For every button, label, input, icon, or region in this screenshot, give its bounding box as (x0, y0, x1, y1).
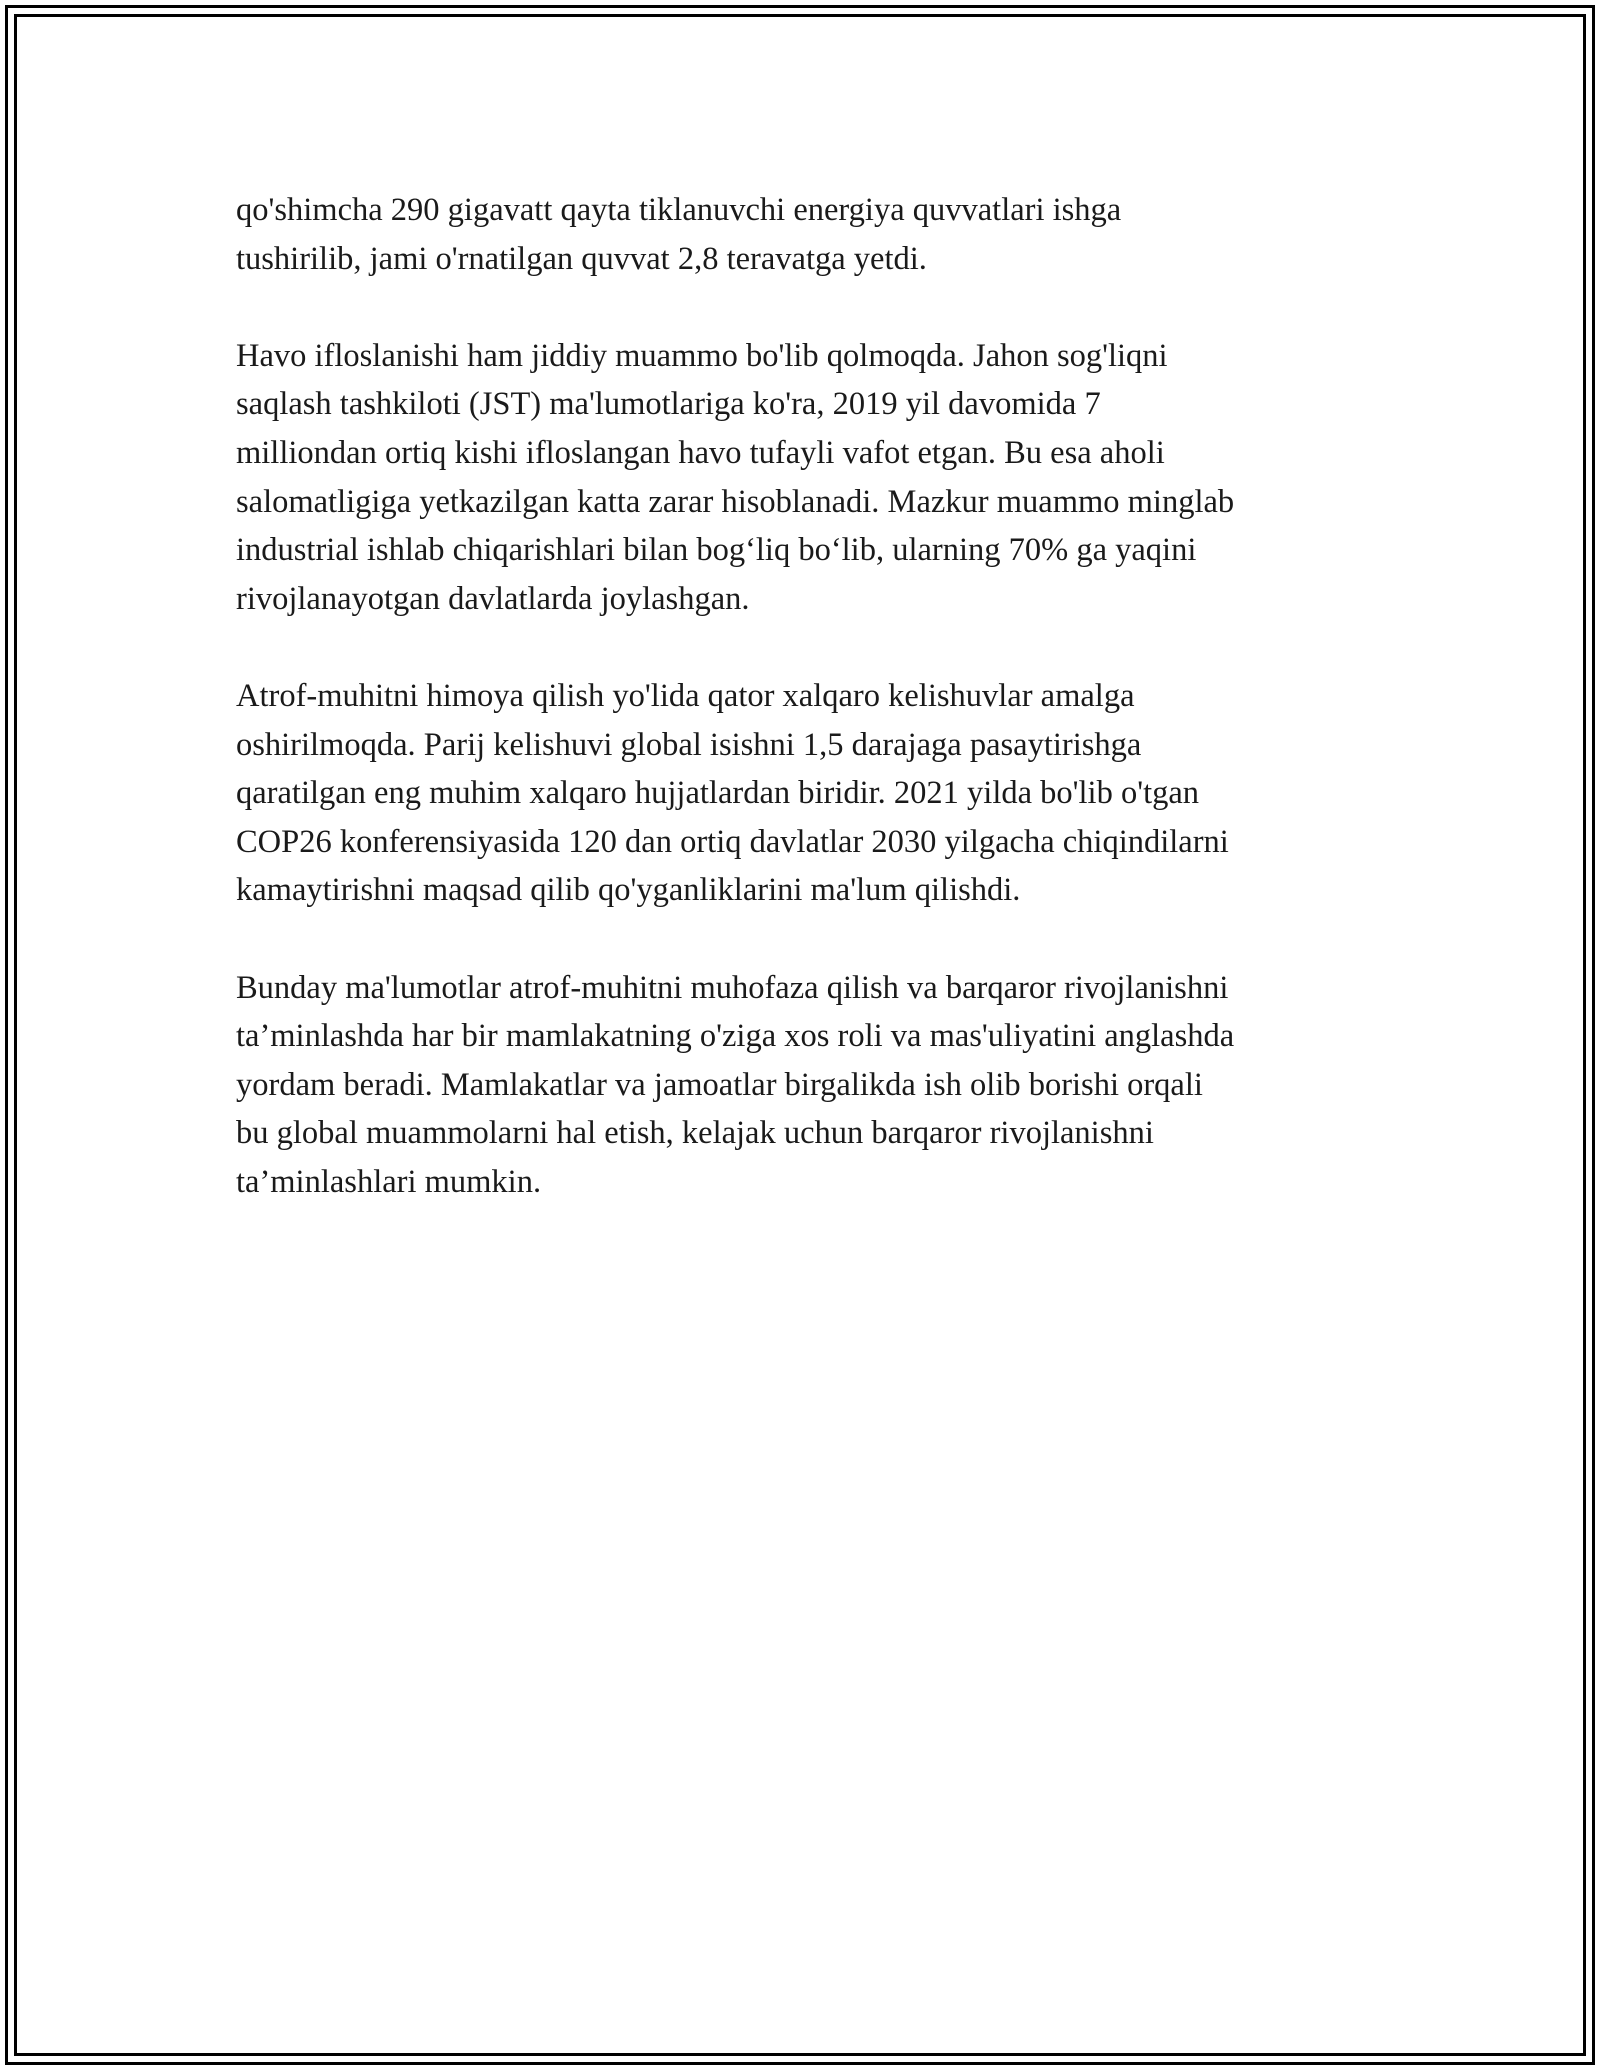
text-line: ta’minlashda har bir mamlakatning o'ziga xos roli va mas'uliyatini anglashda (236, 1018, 1235, 1055)
text-line: bu global muammolarni hal etish, kelajak uchun barqaror rivojlanishni (236, 1115, 1154, 1152)
text-line: Atrof-muhitni himoya qilish yo'lida qator xalqaro kelishuvlar amalga (236, 677, 1135, 714)
text-line: COP26 konferensiyasida 120 dan ortiq davlatlar 2030 yilgacha chiqindilarni (236, 823, 1229, 860)
text-line: qo'shimcha 290 gigavatt qayta tiklanuvchi energiya quvvatlari ishga (236, 192, 1122, 228)
text-line: milliondan ortiq kishi ifloslangan havo tufayli vafot etgan. Bu esa aholi (236, 434, 1165, 471)
text-line: industrial ishlab chiqarishlari bilan bog‘liq bo‘lib, ularning 70% ga yaqini (236, 532, 1197, 569)
paragraph-1 (236, 186, 1386, 283)
text-line: Bunday ma'lumotlar atrof-muhitni muhofaza qilish va barqaror rivojlanishni (236, 969, 1229, 1006)
paragraph-4 (236, 964, 1386, 1207)
text-line: yordam beradi. Mamlakatlar va jamoatlar birgalikda ish olib borishi orqali (236, 1066, 1203, 1103)
text-line: kamaytirishni maqsad qilib qo'yganliklarini ma'lum qilishdi. (236, 872, 1021, 909)
paragraph-2 (236, 332, 1386, 624)
text-line: qaratilgan eng muhim xalqaro hujjatlardan biridir. 2021 yilda bo'lib o'tgan (236, 775, 1200, 812)
paragraph-3 (236, 672, 1386, 915)
text-line: oshirilmoqda. Parij kelishuvi global isishni 1,5 darajaga pasaytirishga (236, 726, 1142, 763)
text-line: rivojlanayotgan davlatlarda joylashgan. (236, 580, 750, 617)
text-line: Havo ifloslanishi ham jiddiy muammo bo'lib qolmoqda. Jahon sog'liqni (236, 337, 1168, 374)
text-line: saqlash tashkiloti (JST) ma'lumotlariga ko'ra, 2019 yil davomida 7 (236, 386, 1101, 423)
text-line: ta’minlashlari mumkin. (236, 1163, 542, 1200)
document-body (236, 186, 1386, 1255)
text-line: tushirilib, jami o'rnatilgan quvvat 2,8 teravatga yetdi. (236, 240, 927, 277)
text-line: salomatligiga yetkazilgan katta zarar hisoblanadi. Mazkur muammo minglab (236, 483, 1235, 520)
